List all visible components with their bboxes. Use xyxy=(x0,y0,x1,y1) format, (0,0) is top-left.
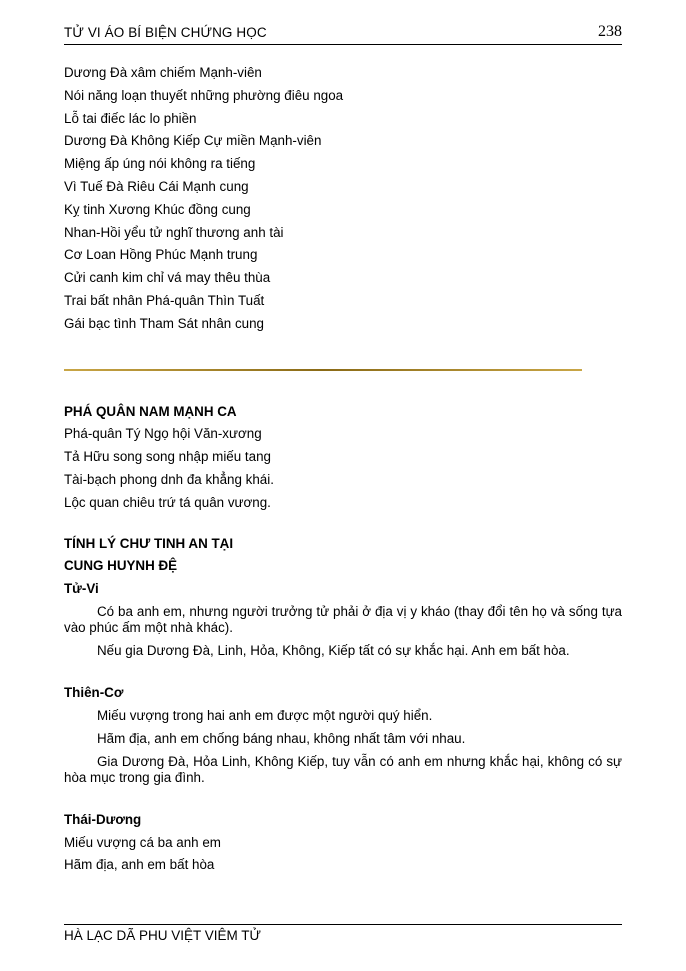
verse-line: Hãm địa, anh em bất hòa xyxy=(64,857,215,873)
page-number: 238 xyxy=(598,23,622,40)
star-title-thien-co: Thiên-Cơ xyxy=(64,684,124,700)
paragraph: Hãm địa, anh em chống báng nhau, không nhất tâm với nhau. xyxy=(97,730,466,746)
paragraph: Có ba anh em, nhưng người trưởng tử phải ở địa vị y kháo (thay đổi tên họ và sống tựa vào phúc ấm một nhà khác). xyxy=(64,603,622,635)
section-heading: TÍNH LÝ CHƯ TINH AN TẠI xyxy=(64,535,234,551)
poem-line: Nói năng loạn thuyết những phường điêu ngoa xyxy=(64,87,344,103)
paragraph: Miếu vượng trong hai anh em được một người quý hiển. xyxy=(97,707,433,723)
star-title-thai-duong: Thái-Dương xyxy=(64,811,142,827)
poem-block xyxy=(64,62,622,336)
verse-line: Miếu vượng cá ba anh em xyxy=(64,834,221,850)
poem-line: Gái bạc tình Tham Sát nhân cung xyxy=(64,315,264,331)
poem-line: Nhan-Hồi yểu tử nghĩ thương anh tài xyxy=(64,224,284,240)
section-heading: PHÁ QUÂN NAM MẠNH CA xyxy=(64,403,237,419)
page-content xyxy=(64,62,622,877)
verse-line: Lộc quan chiêu trứ tá quân vương. xyxy=(64,494,271,510)
page-footer xyxy=(64,924,622,943)
section-subheading: CUNG HUYNH ĐỆ xyxy=(64,558,178,574)
verse-line: Tài-bạch phong dnh đa khẳng khái. xyxy=(64,471,274,487)
poem-line: Vì Tuế Đà Riêu Cái Mạnh cung xyxy=(64,178,249,194)
paragraph: Nếu gia Dương Đà, Linh, Hỏa, Không, Kiếp tất có sự khắc hại. Anh em bất hòa. xyxy=(97,642,570,658)
poem-line: Cửi canh kim chỉ vá may thêu thùa xyxy=(64,270,271,286)
page-header xyxy=(64,24,622,45)
header-title: TỬ VI ÁO BÍ BIỆN CHỨNG HỌC xyxy=(64,25,267,40)
huynh-de-section xyxy=(64,533,622,878)
pha-quan-section xyxy=(64,401,622,515)
poem-line: Kỵ tinh Xương Khúc đồng cung xyxy=(64,201,251,217)
gold-divider xyxy=(64,369,582,371)
verse-line: Phá-quân Tý Ngọ hội Văn-xương xyxy=(64,426,262,442)
poem-line: Dương Đà xâm chiếm Mạnh-viên xyxy=(64,65,262,80)
spacer xyxy=(64,789,622,809)
spacer xyxy=(64,662,622,682)
poem-line: Lỗ tai điếc lác lo phiền xyxy=(64,110,197,126)
star-title-tu-vi: Tử-Vi xyxy=(64,581,99,597)
paragraph: Gia Dương Đà, Hỏa Linh, Không Kiếp, tuy vẫn có anh em nhưng khắc hại, không có sự hòa mục trong gia đình. xyxy=(64,753,622,785)
verse-line: Tả Hữu song song nhập miếu tang xyxy=(64,449,271,465)
spacer xyxy=(64,515,622,533)
poem-line: Dương Đà Không Kiếp Cự miền Mạnh-viên xyxy=(64,133,322,149)
poem-line: Cơ Loan Hồng Phúc Mạnh trung xyxy=(64,247,258,263)
poem-line: Trai bất nhân Phá-quân Thìn Tuất xyxy=(64,292,265,308)
footer-title: HÀ LẠC DÃ PHU VIỆT VIÊM TỬ xyxy=(64,928,262,943)
poem-line: Miệng ấp úng nói không ra tiếng xyxy=(64,156,256,172)
